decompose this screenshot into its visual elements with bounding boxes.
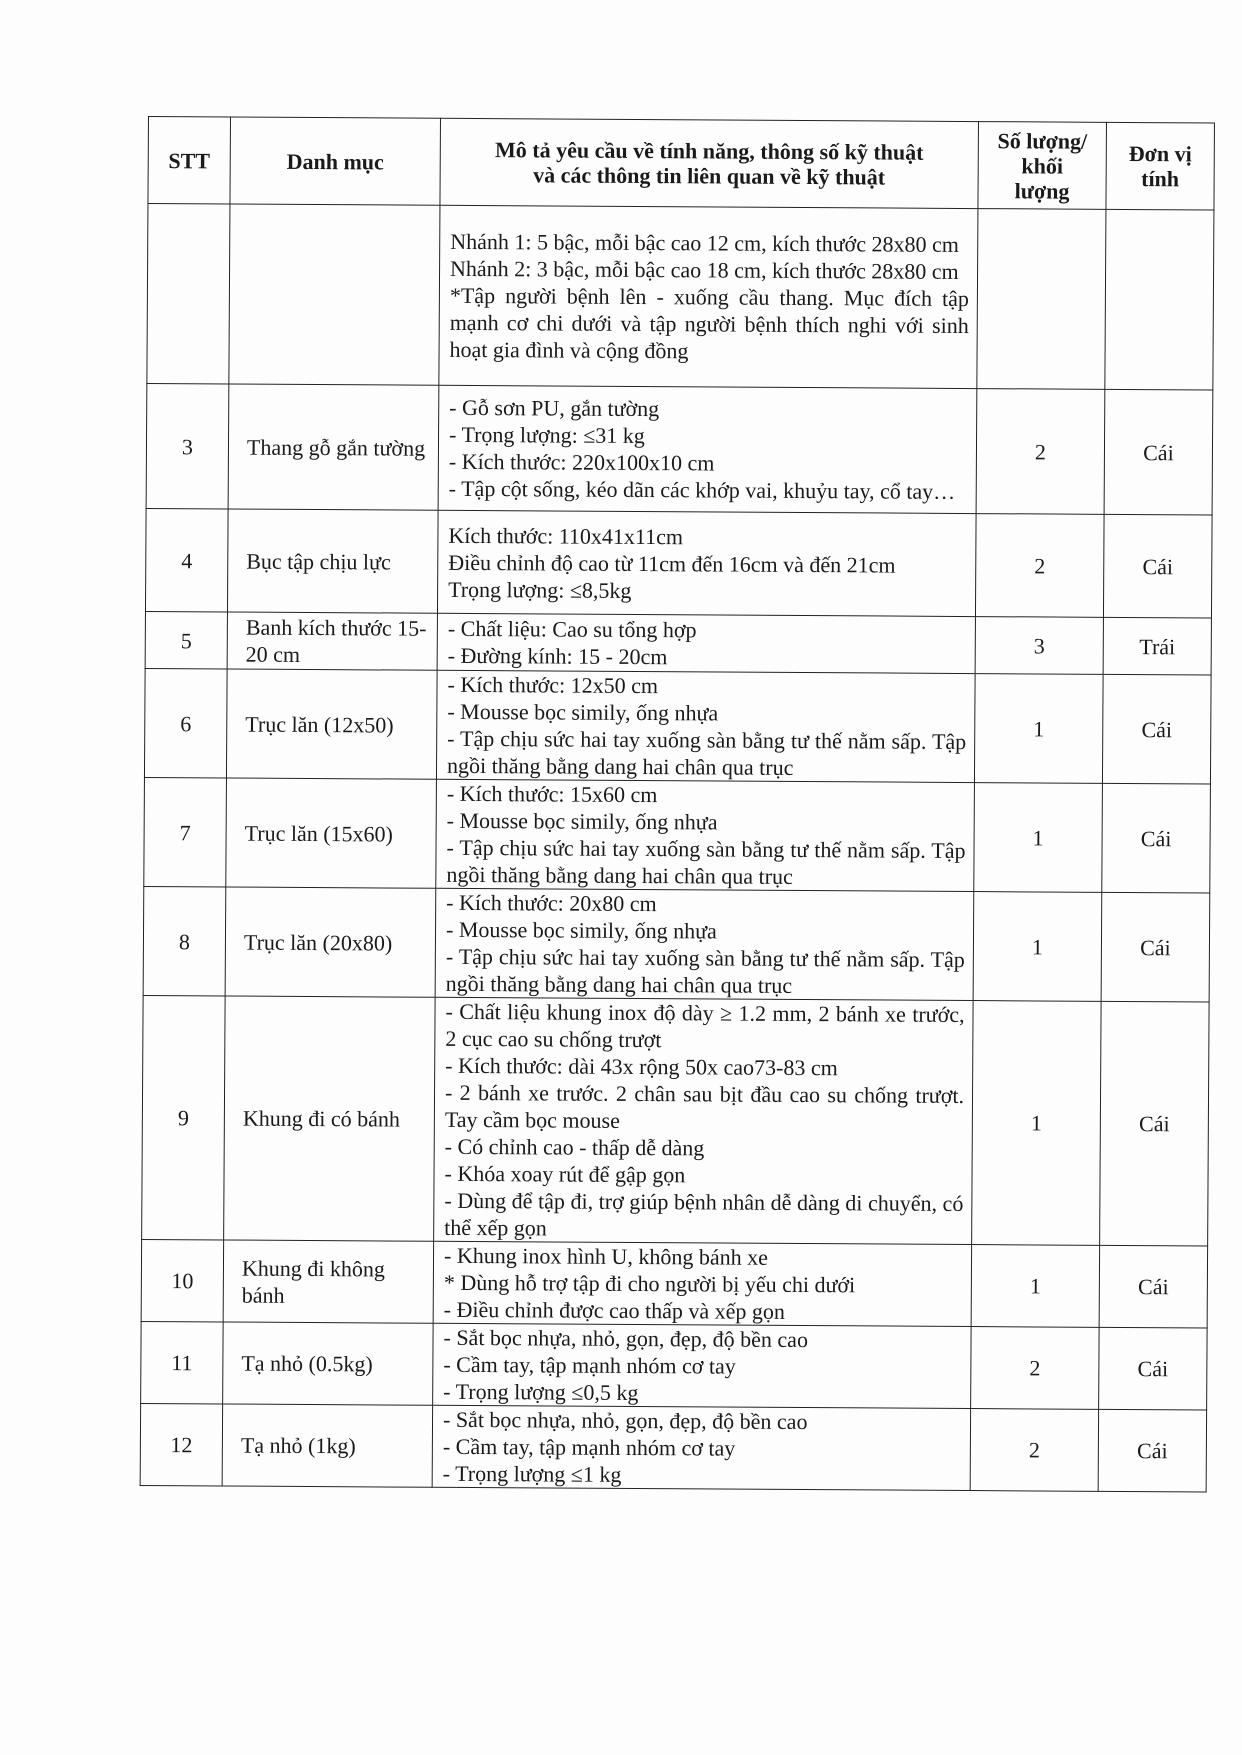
description-line: - Kích thước: dài 43x rộng 50x cao73-83 cm — [445, 1052, 838, 1081]
header-name: Danh mục — [230, 117, 441, 205]
header-qty-line: Số lượng/ — [997, 127, 1088, 154]
equipment-spec-table — [140, 116, 1215, 1492]
row-item-name: Bục tập chịu lực — [227, 509, 438, 613]
description-line: - Tập cột sống, kéo dãn các khớp vai, khuỷu tay, cổ tay… — [448, 475, 956, 504]
table-row — [143, 886, 1210, 1002]
row-unit: Cái — [1102, 783, 1211, 893]
description-line: Điều chỉnh độ cao từ 11cm đến 16cm và đến 21cm — [448, 549, 896, 578]
row-unit: Cái — [1099, 1327, 1207, 1410]
row-quantity: 1 — [974, 674, 1103, 784]
description-line: - Mousse bọc simily, ống nhựa — [447, 698, 719, 726]
row-unit: Cái — [1099, 1245, 1207, 1328]
row-description — [437, 510, 976, 616]
description-line: - Khóa xoay rút để gập gọn — [444, 1160, 686, 1188]
description-line: - Kích thước: 12x50 cm — [447, 671, 659, 699]
description-line: - Kích thước: 15x60 cm — [446, 780, 658, 808]
header-unit-line: Đơn vị — [1128, 140, 1192, 167]
description-line: - Tập chịu sức hai tay xuống sàn bằng tư thế nằm sấp. Tập ngồi thăng bằng dang hai chân qua trục — [445, 943, 965, 998]
row-item-name: Tạ nhỏ (0.5kg) — [223, 1322, 433, 1405]
row-unit — [1105, 209, 1214, 390]
row-stt: 5 — [145, 611, 227, 668]
description-line: - Đường kính: 15 - 20cm — [447, 642, 668, 670]
row-item-name: Khung đi có bánh — [224, 996, 435, 1241]
row-quantity: 1 — [974, 783, 1103, 893]
description-line: - Sắt bọc nhựa, nhỏ, gọn, đẹp, độ bền cao — [443, 1324, 809, 1353]
table-row — [147, 204, 1214, 391]
row-description — [433, 1323, 971, 1408]
row-stt: 6 — [144, 668, 227, 777]
table-row — [146, 383, 1213, 515]
row-quantity: 2 — [975, 514, 1104, 618]
header-desc-line: Mô tả yêu cầu về tính năng, thông số kỹ thuật — [494, 137, 924, 165]
description-line: *Tập người bệnh lên - xuống cầu thang. Mục đích tập mạnh cơ chi dưới và tập người bệnh thích nghi với sinh hoạt gia đình và cộng đồng — [449, 282, 969, 364]
description-line: Nhánh 2: 3 bậc, mỗi bậc cao 18 cm, kích thước 28x80 cm — [449, 255, 959, 284]
row-item-name: Tạ nhỏ (1kg) — [222, 1404, 432, 1487]
header-qty — [978, 122, 1107, 210]
description-line: - Trọng lượng ≤1 kg — [442, 1460, 622, 1487]
description-line: - 2 bánh xe trước. 2 chân sau bịt đầu cao su chống trượt. Tay cầm bọc mouse — [444, 1079, 965, 1133]
row-quantity: 2 — [970, 1409, 1098, 1492]
row-unit: Trái — [1103, 617, 1211, 675]
description-line: * Dùng hỗ trợ tập đi cho người bị yếu chi dưới — [443, 1269, 856, 1298]
row-unit: Cái — [1103, 514, 1212, 618]
table-row — [145, 508, 1212, 618]
row-description — [436, 779, 975, 891]
description-line: - Tập chịu sức hai tay xuống sàn bằng tư thế nằm sấp. Tập ngồi thăng bằng dang hai chân qua trục — [446, 834, 966, 889]
row-description — [432, 1405, 970, 1490]
row-item-name: Khung đi không bánh — [223, 1240, 433, 1323]
table-row — [144, 668, 1211, 784]
description-line: - Mousse bọc simily, ống nhựa — [445, 916, 717, 944]
row-item-name: Thang gỗ gắn tường — [228, 384, 439, 510]
description-line: - Có chỉnh cao - thấp dễ dàng — [444, 1133, 705, 1161]
table-row — [141, 1321, 1207, 1410]
row-quantity: 2 — [976, 389, 1105, 515]
row-quantity: 3 — [975, 617, 1103, 675]
table-row — [141, 1239, 1207, 1328]
row-description — [435, 888, 974, 1000]
description-line: - Kích thước: 220x100x10 cm — [448, 448, 715, 476]
row-unit: Cái — [1101, 892, 1210, 1002]
row-stt: 3 — [146, 383, 229, 508]
row-item-name: Trục lăn (20x80) — [225, 887, 436, 997]
description-line: - Mousse bọc simily, ống nhựa — [446, 807, 718, 835]
row-quantity — [977, 209, 1106, 390]
header-desc — [440, 118, 979, 208]
row-stt: 7 — [144, 777, 227, 886]
header-unit-line: tính — [1141, 166, 1180, 192]
description-line: - Sắt bọc nhựa, nhỏ, gọn, đẹp, độ bền cao — [442, 1406, 808, 1435]
description-line: - Trọng lượng: ≤31 kg — [448, 421, 645, 449]
row-stt: 9 — [142, 995, 225, 1239]
row-stt: 12 — [140, 1403, 222, 1485]
description-line: - Chất liệu khung inox độ dày ≥ 1.2 mm, 2 bánh xe trước, 2 cục cao su chống trượt — [445, 998, 965, 1053]
row-quantity: 1 — [972, 1001, 1101, 1246]
row-item-name — [229, 204, 440, 385]
table-row — [144, 777, 1211, 893]
description-line: - Tập chịu sức hai tay xuống sàn bằng tư thế nằm sấp. Tập ngồi thăng bằng dang hai chân qua trục — [446, 725, 967, 780]
table-row — [145, 611, 1211, 675]
row-unit: Cái — [1098, 1409, 1206, 1492]
row-stt: 10 — [141, 1239, 223, 1321]
row-stt — [147, 204, 230, 384]
header-unit — [1106, 122, 1215, 210]
row-unit: Cái — [1102, 674, 1211, 784]
row-description — [436, 670, 975, 782]
description-line: - Trọng lượng ≤0,5 kg — [443, 1378, 639, 1406]
header-desc-line: và các thông tin liên quan về kỹ thuật — [533, 162, 886, 190]
row-quantity: 1 — [973, 892, 1102, 1002]
description-line: - Cầm tay, tập mạnh nhóm cơ tay — [442, 1433, 736, 1461]
row-item-name: Trục lăn (12x50) — [226, 669, 437, 779]
description-line: Nhánh 1: 5 bậc, mỗi bậc cao 12 cm, kích thước 28x80 cm — [450, 228, 959, 257]
description-line: Trọng lượng: ≤8,5kg — [448, 576, 632, 603]
row-item-name: Banh kích thước 15- 20 cm — [227, 612, 437, 670]
description-line: - Gỗ sơn PU, gắn tường — [449, 394, 660, 422]
row-description — [433, 1241, 971, 1326]
row-item-name: Trục lăn (15x60) — [226, 778, 437, 888]
row-unit: Cái — [1104, 389, 1213, 515]
header-qty-line: khối — [1021, 152, 1064, 179]
row-stt: 4 — [145, 508, 228, 611]
description-line: - Kích thước: 20x80 cm — [446, 889, 657, 917]
table-row — [140, 1403, 1206, 1492]
row-description — [438, 385, 977, 513]
row-description — [439, 205, 978, 388]
description-line: - Khung inox hình U, không bánh xe — [443, 1242, 768, 1270]
description-line: Kích thước: 110x41x11cm — [448, 522, 684, 549]
description-line: - Dùng để tập đi, trợ giúp bệnh nhân dễ dàng di chuyển, có thể xếp gọn — [444, 1187, 964, 1241]
row-stt: 11 — [141, 1321, 223, 1403]
row-description — [434, 997, 973, 1244]
row-quantity: 1 — [971, 1245, 1099, 1328]
header-qty-line: lượng — [1014, 177, 1070, 204]
description-line: - Điều chỉnh được cao thấp và xếp gọn — [443, 1296, 786, 1324]
table-row — [142, 995, 1209, 1246]
table-header-row — [148, 117, 1215, 211]
description-line: - Chất liệu: Cao su tổng hợp — [447, 615, 697, 643]
description-line: - Cầm tay, tập mạnh nhóm cơ tay — [443, 1351, 736, 1379]
row-unit: Cái — [1100, 1001, 1209, 1246]
row-stt: 8 — [143, 886, 226, 995]
row-quantity: 2 — [971, 1327, 1099, 1410]
row-description — [437, 613, 975, 673]
header-stt: STT — [148, 117, 231, 204]
